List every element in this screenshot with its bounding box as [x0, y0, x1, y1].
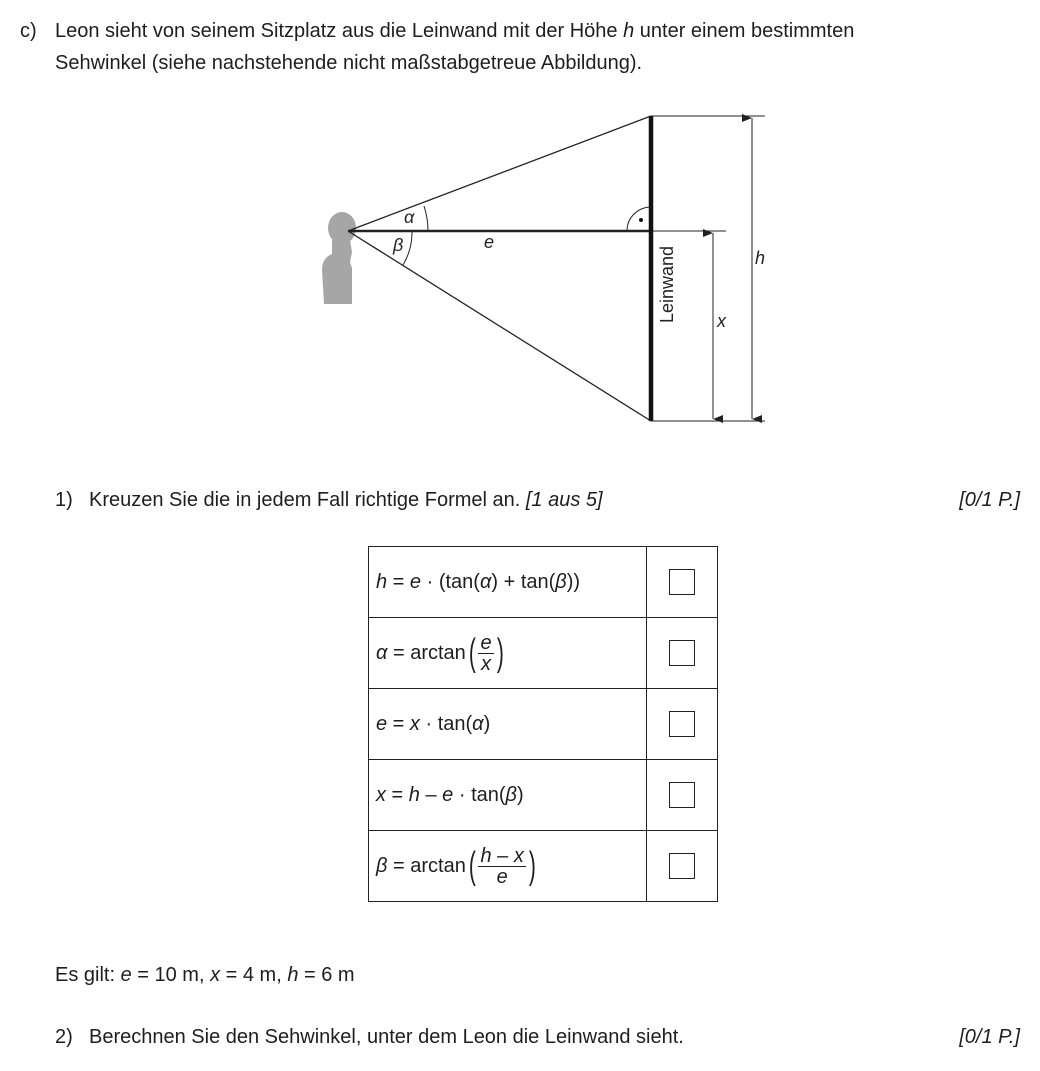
question-1-number: 1) [55, 489, 73, 511]
formula-choice-table [368, 546, 718, 902]
question-2-number: 2) [55, 1026, 73, 1048]
formula-variable: x [409, 712, 420, 735]
formula-variable: β [555, 570, 567, 593]
right-angle-arc [627, 207, 651, 231]
answer-checkbox[interactable] [669, 782, 695, 808]
question-1-points: [0/1 P.] [959, 489, 1020, 511]
formula-variable: h [408, 783, 420, 806]
task-intro-line2: Sehwinkel (siehe nachstehende nicht maßstabgetreue Abbildung). [55, 52, 643, 74]
formula-row [369, 760, 718, 831]
upper-sight-line [348, 116, 651, 231]
formula-text: ) + tan( [491, 570, 556, 593]
given-variable: e [120, 964, 132, 986]
answer-checkbox[interactable] [669, 853, 695, 879]
formula [369, 760, 647, 831]
viewing-angle-diagram [0, 0, 1040, 450]
given-prefix: Es gilt: [55, 964, 121, 986]
lower-sight-line [348, 231, 651, 421]
formula-row [369, 689, 718, 760]
formula: α = arctan( $\frac{e}{x}$ ) [369, 618, 647, 689]
formula-variable: x [376, 783, 386, 806]
q1-hint: [1 aus 5] [525, 489, 603, 511]
q1-prompt: Kreuzen Sie die in jedem Fall richtige Formel an. [89, 489, 526, 511]
beta-label: β [393, 235, 404, 255]
question-1-text [89, 489, 603, 512]
formula-text: = [387, 712, 410, 735]
given-value: = 6 m [298, 964, 355, 986]
answer-checkbox[interactable] [669, 711, 695, 737]
x-label: x [717, 311, 726, 331]
formula-row [369, 831, 718, 902]
checkbox-cell [647, 547, 718, 618]
formula-text: · (tan( [421, 570, 480, 593]
right-angle-dot [639, 218, 643, 222]
formula-variable: h [376, 570, 388, 593]
formula-row [369, 547, 718, 618]
formula-variable: e [442, 783, 454, 806]
intro-text-a: Leon sieht von seinem Sitzplatz aus die Leinwand mit der Höhe [55, 20, 624, 42]
checkbox-cell [647, 831, 718, 902]
fraction [478, 846, 525, 887]
question-2-points: [0/1 P.] [959, 1026, 1020, 1048]
formula-text: = [387, 570, 410, 593]
formula-row [369, 618, 718, 689]
alpha-arc [424, 206, 428, 231]
answer-checkbox[interactable] [669, 569, 695, 595]
checkbox-cell [647, 618, 718, 689]
formula-text: = [386, 783, 409, 806]
checkbox-cell [647, 760, 718, 831]
e-label: e [484, 232, 495, 252]
given-variable: h [287, 964, 299, 986]
task-label: c) [20, 20, 37, 42]
formula-variable: α [376, 641, 388, 664]
formula [369, 547, 647, 618]
formula-text: ) [516, 783, 524, 806]
fraction [478, 633, 493, 674]
formula-text: = arctan [387, 854, 466, 877]
formula-text: )) [566, 570, 581, 593]
formula-variable: e [409, 570, 422, 593]
formula-variable: β [505, 783, 517, 806]
formula-variable: β [376, 854, 388, 877]
formula-text: · tan( [419, 712, 473, 735]
formula-text: ) [483, 712, 491, 735]
intro-text-b: unter einem bestimmten [634, 20, 855, 42]
formula-variable: α [472, 712, 484, 735]
formula-text: · tan( [453, 783, 506, 806]
given-value: = 10 m, [131, 964, 211, 986]
formula: β = arctan( $\frac{h - x}{e}$ ) [369, 831, 647, 902]
formula-variable: α [479, 570, 492, 593]
question-2-text: Berechnen Sie den Sehwinkel, unter dem Leon die Leinwand sieht. [89, 1026, 684, 1048]
formula-text: = arctan [387, 641, 466, 664]
leinwand-label: Leinwand [657, 245, 677, 323]
h-label: h [755, 248, 766, 268]
given-value: = 4 m, [220, 964, 288, 986]
person-silhouette [322, 212, 356, 304]
given-values [55, 964, 355, 987]
formula-text: – [419, 783, 443, 806]
checkbox-cell [647, 689, 718, 760]
answer-checkbox[interactable] [669, 640, 695, 666]
numerator: e [480, 631, 492, 654]
denominator: e [496, 865, 508, 888]
intro-var-h: h [623, 20, 635, 42]
beta-arc [403, 231, 412, 265]
denominator: x [481, 652, 492, 675]
numerator: h – x [480, 844, 524, 867]
formula [369, 689, 647, 760]
formula-variable: e [376, 712, 388, 735]
given-variable: x [210, 964, 221, 986]
alpha-label: α [404, 207, 415, 227]
